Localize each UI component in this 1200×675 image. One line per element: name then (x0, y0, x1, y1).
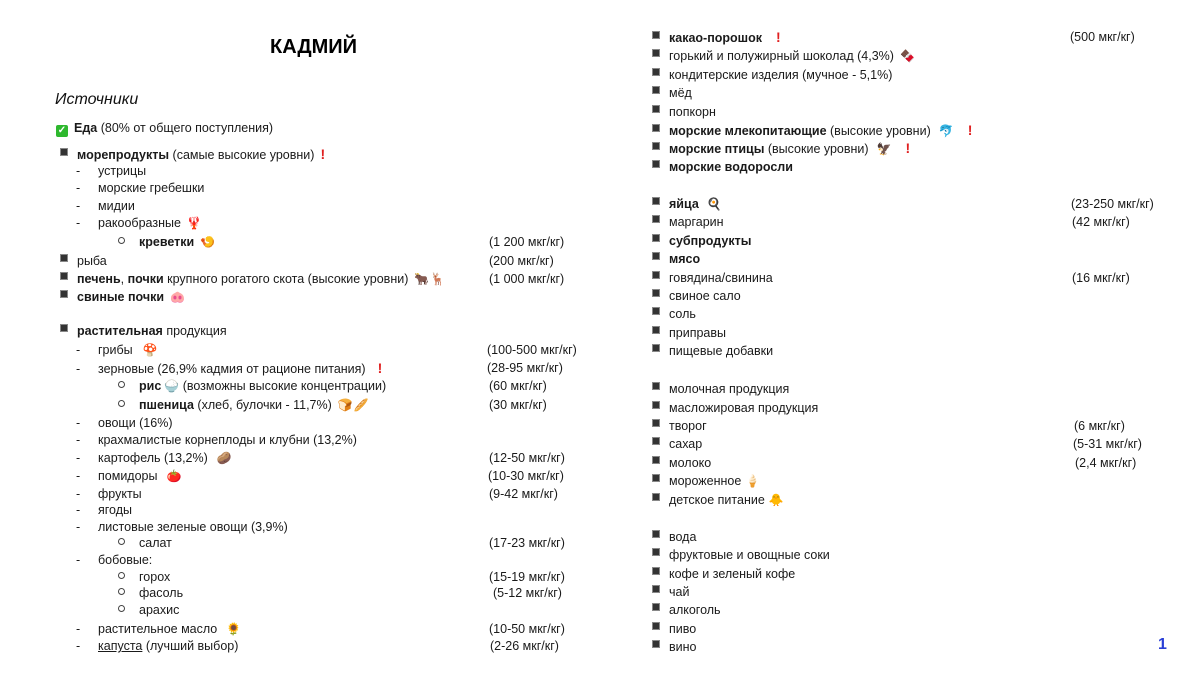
potato-icon: 🥔 (216, 451, 232, 465)
list-item-oysters: - устрицы (76, 164, 147, 178)
list-item-cocoa: какао-порошок ! (652, 28, 781, 46)
food-header: ✓ Еда (80% от общего поступления) (57, 121, 274, 136)
fried-egg-icon: 🍳 (706, 197, 722, 211)
chocolate-icon: 🍫 (899, 49, 915, 63)
value-liver: (1 000 мкг/кг) (489, 272, 565, 286)
list-item-confectionery: кондитерские изделия (мучное - 5,1%) (652, 66, 892, 84)
list-item-leafy: - листовые зеленые овощи (3,9%) (76, 520, 288, 534)
lobster-icon: 🦞 (186, 216, 202, 230)
list-item-mushrooms: - грибы 🍄 (76, 343, 158, 357)
value-sugar: (5-31 мкг/кг) (1073, 437, 1142, 451)
list-item-spices: приправы (652, 324, 726, 342)
list-item-pork-kidneys: свиные почки 🐽 (60, 288, 185, 306)
eagle-icon: 🦅 (876, 142, 892, 156)
list-item-meat: мясо (652, 250, 700, 268)
mushroom-icon: 🍄 (142, 343, 158, 357)
list-item-mussels: - мидии (76, 199, 135, 213)
list-item-fat-oil: масложировая продукция (652, 399, 818, 417)
list-item-popcorn: попкорн (652, 103, 716, 121)
baguette-icon: 🥖 (353, 398, 369, 412)
rice-icon: 🍚 (164, 379, 180, 393)
value-beans: (5-12 мкг/кг) (493, 586, 562, 600)
tomato-icon: 🍅 (166, 469, 182, 483)
list-item-additives: пищевые добавки (652, 342, 773, 360)
value-lettuce: (17-23 мкг/кг) (489, 536, 565, 550)
list-item-sugar: сахар (652, 435, 702, 453)
list-item-beer: пиво (652, 620, 696, 638)
list-item-marine-mammals: морские млекопитающие (высокие уровни) 🐬 ! (652, 121, 972, 139)
list-item-shrimp: креветки 🍤 (118, 233, 215, 251)
bullet-square (60, 148, 68, 156)
list-item-plant: растительная продукция (60, 322, 227, 340)
value-wheat: (30 мкг/кг) (489, 398, 547, 412)
list-item-vegetables: - овощи (16%) (76, 416, 173, 430)
value-rice: (60 мкг/кг) (489, 379, 547, 393)
list-item-salt: соль (652, 305, 696, 323)
list-item-coffee: кофе и зеленый кофе (652, 565, 795, 583)
value-eggs: (23-250 мкг/кг) (1071, 197, 1154, 211)
cow-icon: 🐂 (414, 272, 430, 286)
deer-icon: 🦌 (430, 272, 446, 286)
value-cocoa: (500 мкг/кг) (1070, 30, 1135, 44)
list-item-seaweed: морские водоросли (652, 158, 793, 176)
list-item-fruits: - фрукты (76, 487, 142, 501)
value-margarine: (42 мкг/кг) (1072, 215, 1130, 229)
page-title: КАДМИЙ (270, 36, 358, 58)
page-number: 1 (1158, 636, 1167, 653)
list-item-lard: свиное сало (652, 287, 741, 305)
value-cabbage: (2-26 мкг/кг) (490, 639, 559, 653)
sunflower-icon: 🌻 (226, 622, 242, 636)
list-item-wheat: пшеница (хлеб, булочки - 11,7%) 🍞🥖 (118, 396, 369, 414)
sources-heading: Источники (55, 91, 139, 108)
exclamation-icon: ! (377, 360, 383, 376)
list-item-seafood: морепродукты (самые высокие уровни) ! (60, 145, 325, 163)
list-item-water: вода (652, 528, 696, 546)
value-shrimp: (1 200 мкг/кг) (489, 235, 565, 249)
list-item-potato: - картофель (13,2%) 🥔 (76, 451, 232, 465)
list-item-margarine: маргарин (652, 213, 724, 231)
value-fruits: (9-42 мкг/кг) (489, 487, 558, 501)
list-item-liver: печень, почки крупного рогатого скота (высокие уровни) 🐂🦌 (60, 270, 445, 288)
list-item-tomato: - помидоры 🍅 (76, 469, 182, 483)
shrimp-icon: 🍤 (200, 235, 216, 249)
list-item-starchy: - крахмалистые корнеплоды и клубни (13,2%) (76, 433, 357, 447)
list-item-beef-pork: говядина/свинина (652, 269, 773, 287)
list-item-cabbage: - капуста (лучший выбор) (76, 639, 239, 653)
exclamation-icon: ! (775, 29, 781, 45)
list-item-legumes: - бобовые: (76, 553, 153, 567)
list-item-baby-food: детское питание 🐥 (652, 491, 784, 509)
list-item-milk: молоко (652, 454, 711, 472)
value-grains: (28-95 мкг/кг) (487, 361, 563, 375)
list-item-eggs: яйца 🍳 (652, 195, 722, 213)
value-oil: (10-50 мкг/кг) (489, 622, 565, 636)
list-item-peas: горох (118, 568, 170, 586)
list-item-seabirds: морские птицы (высокие уровни) 🦅 ! (652, 139, 910, 157)
list-item-peanut: арахис (118, 601, 179, 619)
list-item-chocolate: горький и полужирный шоколад (4,3%) 🍫 (652, 47, 915, 65)
value-fish: (200 мкг/кг) (489, 254, 554, 268)
list-item-fish: рыба (60, 252, 107, 270)
list-item-grains: - зерновые (26,9% кадмия от рационе питания) ! (76, 360, 383, 376)
exclamation-icon: ! (905, 140, 911, 156)
pig-nose-icon: 🐽 (170, 290, 185, 304)
list-item-rice: рис 🍚 (возможны высокие концентрации) (118, 377, 386, 395)
list-item-beans: фасоль (118, 584, 183, 602)
chick-icon: 🐥 (768, 493, 784, 507)
list-item-dairy: молочная продукция (652, 380, 789, 398)
list-item-cottage: творог (652, 417, 707, 435)
list-item-offal: субпродукты (652, 232, 751, 250)
list-item-tea: чай (652, 583, 689, 601)
value-peas: (15-19 мкг/кг) (489, 570, 565, 584)
list-item-lettuce: салат (118, 534, 172, 552)
list-item-wine: вино (652, 638, 696, 656)
exclamation-icon: ! (967, 122, 973, 138)
list-item-berries: - ягоды (76, 503, 133, 517)
list-item-alcohol: алкоголь (652, 601, 721, 619)
dolphin-icon: 🐬 (938, 124, 954, 138)
value-cottage: (6 мкг/кг) (1074, 419, 1125, 433)
list-item-juices: фруктовые и овощные соки (652, 546, 830, 564)
value-mushrooms: (100-500 мкг/кг) (487, 343, 577, 357)
list-item-icecream: мороженное 🍦 (652, 472, 760, 490)
list-item-oil: - растительное масло 🌻 (76, 622, 242, 636)
bread-icon: 🍞 (337, 398, 353, 412)
list-item-honey: мёд (652, 84, 692, 102)
value-milk: (2,4 мкг/кг) (1075, 456, 1137, 470)
value-potato: (12-50 мкг/кг) (489, 451, 565, 465)
list-item-crustaceans: - ракообразные 🦞 (76, 216, 202, 230)
list-item-scallops: - морские гребешки (76, 181, 205, 195)
exclamation-icon: ! (320, 146, 326, 162)
value-tomato: (10-30 мкг/кг) (488, 469, 564, 483)
checkmark-icon: ✓ (57, 125, 67, 136)
value-beef-pork: (16 мкг/кг) (1072, 271, 1130, 285)
icecream-icon: 🍦 (745, 474, 761, 488)
